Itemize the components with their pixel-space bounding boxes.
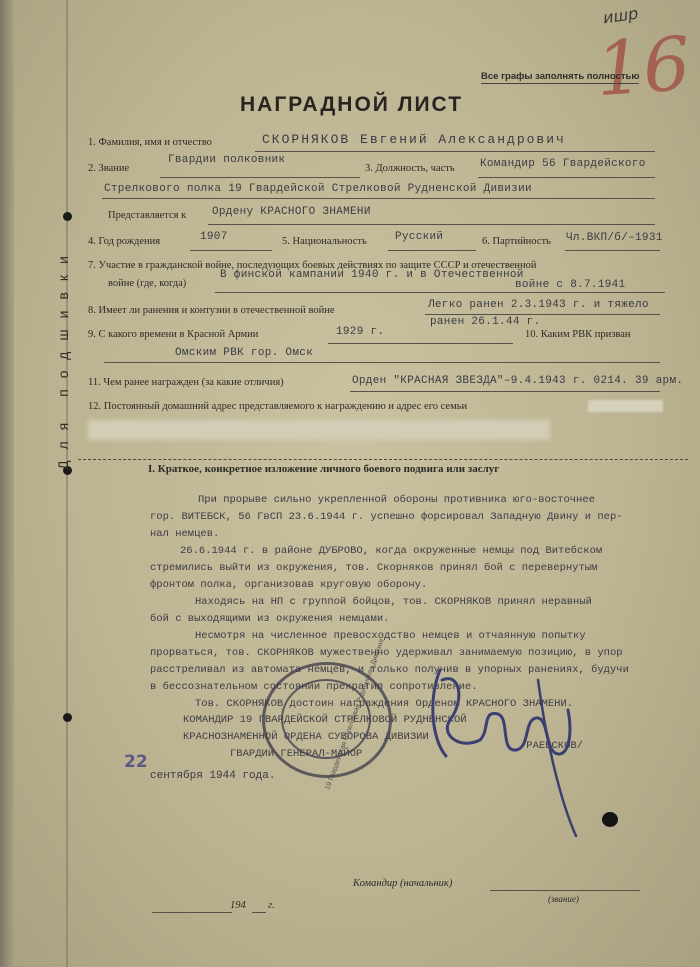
field-underline	[425, 314, 660, 315]
date-blank-line	[152, 912, 232, 913]
field-position-value: Командир 56 Гвардейского	[480, 158, 646, 170]
narrative-line: нал немцев.	[150, 528, 220, 540]
field-underline	[104, 362, 660, 363]
year-prefix: 194	[230, 900, 246, 911]
field-position-label: 3. Должность, часть	[365, 163, 455, 174]
seal-inner-ring	[281, 679, 371, 759]
signature-title-line: ГВАРДИИ ГЕНЕРАЛ-МАЙОР	[230, 748, 363, 760]
narrative-line: Находясь на НП с группой бойцов, тов. СКОРНЯКОВ принял неравный	[195, 596, 592, 608]
narrative-line: расстреливал из автомата немцев, и только получив в упорных ранениях, будучи	[150, 664, 629, 676]
fill-instruction: Все графы заполнять полностью	[481, 71, 640, 82]
signature-title-line: КОМАНДИР 19 ГВАРДЕЙСКОЙ СТРЕЛКОВОЙ РУДНЕНСКОЙ	[183, 714, 467, 726]
field-birth-year-value: 1907	[200, 231, 228, 243]
field-birth-year-label: 4. Год рождения	[88, 236, 161, 247]
narrative-line: фронтом полка, организовав круговую оборону.	[150, 579, 428, 591]
field-underline	[328, 343, 513, 344]
field-award-label: Представляется к	[108, 210, 187, 221]
redacted-area	[588, 400, 663, 412]
field-name-value: СКОРНЯКОВ Евгений Александрович	[262, 132, 566, 147]
field-underline	[160, 177, 360, 178]
field-rank-value: Гвардии полковник	[168, 154, 286, 166]
field-underline	[190, 250, 272, 251]
binding-hole	[63, 212, 72, 221]
section-divider	[78, 459, 688, 460]
field-enlistment-office-value: Омским РВК гор. Омск	[175, 347, 314, 359]
field-enlistment-office-label: 10. Каким РВК призван	[525, 329, 631, 340]
signature-date: сентября 1944 года.	[150, 770, 276, 782]
seal-text: 19 Гвардейская Стрелковая Рудненская Дивизия	[324, 638, 386, 791]
field-position-value-continued: Стрелкового полка 19 Гвардейской Стрелковой Рудненской Дивизии	[104, 183, 532, 195]
field-underline	[102, 198, 655, 199]
narrative-line: в бессознательном состоянии прекратил сопротивление.	[150, 681, 478, 693]
field-war-participation-label-continued: войне (где, когда)	[108, 278, 187, 289]
section-title: I. Краткое, конкретное изложение личного боевого подвига или заслуг	[148, 463, 500, 475]
handwritten-day: 22	[124, 752, 148, 772]
field-underline	[215, 292, 665, 293]
field-wounds-value: Легко ранен 2.3.1943 г. и тяжело	[428, 299, 649, 311]
narrative-line: При прорыве сильно укрепленной обороны противника юго-восточнее	[198, 494, 595, 506]
document-title: НАГРАДНОЙ ЛИСТ	[240, 93, 464, 116]
field-underline	[388, 250, 476, 251]
field-underline	[350, 391, 660, 392]
field-home-address-label: 12. Постоянный домашний адрес представляемого к награждению и адрес его семьи	[88, 401, 468, 412]
redacted-area	[88, 420, 550, 440]
narrative-line: 26.6.1944 г. в районе ДУБРОВО, когда окруженные немцы под Витебском	[180, 545, 603, 557]
rank-label: (звание)	[548, 894, 579, 904]
commander-signature-line	[490, 890, 640, 891]
field-party-value: Чл.ВКП/б/–1931	[566, 232, 663, 244]
handwritten-corner-note: ишр	[601, 3, 640, 28]
binding-margin-label: Для подшивки	[55, 245, 71, 470]
field-war-participation-value: В финской кампании 1940 г. и в Отечественной	[220, 269, 524, 281]
field-war-participation-value-continued: войне с 8.7.1941	[515, 279, 626, 291]
field-army-since-value: 1929 г.	[336, 326, 385, 338]
field-underline	[565, 250, 660, 251]
binding-fold	[66, 0, 68, 967]
date-blank-line	[252, 912, 266, 913]
field-underline	[255, 151, 655, 152]
field-party-label: 6. Партийность	[482, 236, 551, 247]
field-wounds-value-continued: ранен 26.1.44 г.	[430, 316, 541, 328]
field-wounds-label: 8. Имеет ли ранения и контузии в отечественной войне	[88, 305, 335, 316]
paper-edge	[0, 0, 14, 967]
field-prior-awards-value: Орден "КРАСНАЯ ЗВЕЗДА"–9.4.1943 г. 0214. 39 арм.	[352, 375, 684, 387]
field-army-since-label: 9. С какого времени в Красной Армии	[88, 329, 259, 340]
commander-label: Командир (начальник)	[353, 878, 453, 889]
handwritten-signature	[420, 660, 590, 840]
binding-hole	[63, 713, 72, 722]
signature-name-line: /РАЕВСКОВ/	[520, 740, 584, 752]
field-name-label: 1. Фамилия, имя и отчество	[88, 137, 212, 148]
narrative-line: стремились выйти из окружения, тов. Скорняков принял бой с перевернутым	[150, 562, 598, 574]
narrative-line: бой с выходящими из окружения немцами.	[150, 613, 390, 625]
handwritten-page-number: 16	[593, 20, 694, 114]
official-seal	[262, 638, 392, 791]
field-rank-label: 2. Звание	[88, 163, 130, 174]
field-underline	[478, 177, 655, 178]
narrative-line: гор. ВИТЕБСК, 56 ГвСП 23.6.1944 г. успешно форсировал Западную Двину и пер-	[150, 511, 623, 523]
year-suffix: г.	[268, 900, 275, 911]
field-nationality-value: Русский	[395, 231, 444, 243]
field-war-participation-label: 7. Участие в гражданской войне, последующих боевых действиях по защите СССР и отечественной	[88, 260, 537, 271]
signature-title-line: КРАСНОЗНАМЕННОЙ ОРДЕНА СУВОРОВА ДИВИЗИИ	[183, 731, 429, 743]
field-underline	[208, 224, 655, 225]
narrative-line: прорваться, тов. СКОРНЯКОВ мужественно удерживал занимаемую позицию, в упор	[150, 647, 623, 659]
field-award-value: Ордену КРАСНОГО ЗНАМЕНИ	[212, 206, 371, 218]
ink-blot	[602, 812, 618, 827]
narrative-line: Тов. СКОРНЯКОВ достоин награждения Орденом КРАСНОГО ЗНАМЕНИ.	[195, 698, 574, 710]
field-nationality-label: 5. Национальность	[282, 236, 367, 247]
field-prior-awards-label: 11. Чем ранее награжден (за какие отличия)	[88, 377, 284, 388]
narrative-line: Несмотря на численное превосходство немцев и отчаянную попытку	[195, 630, 586, 642]
